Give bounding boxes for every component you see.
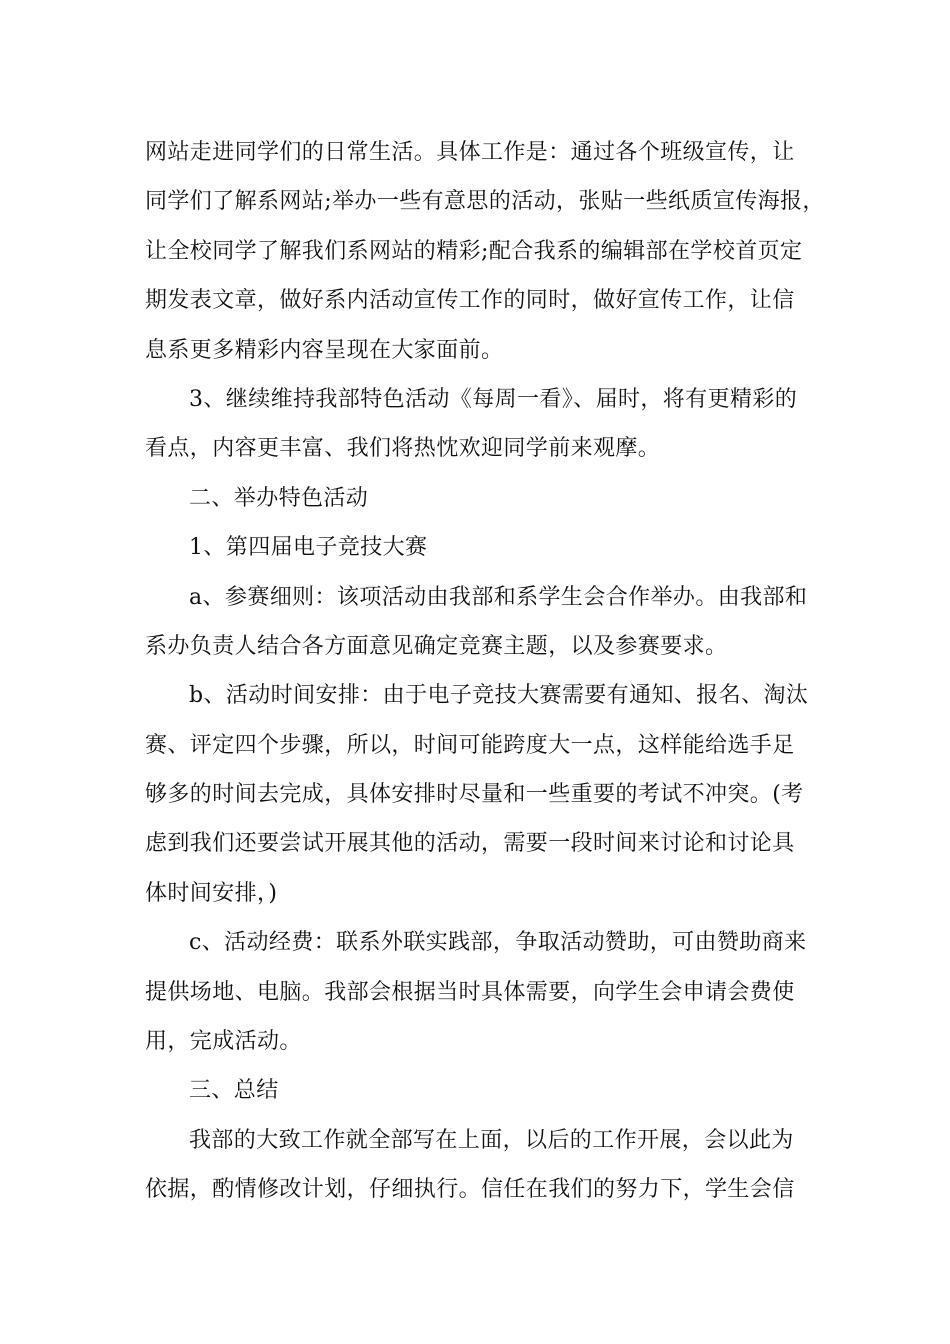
text-line-5: 息系更多精彩内容呈现在大家面前。 (145, 337, 504, 363)
text-line-11: 系办负责人结合各方面意见确定竞赛主题，以及参赛要求。 (145, 633, 728, 659)
text-line-13: 赛、评定四个步骤，所以，时间可能跨度大一点，这样能给选手足 (145, 732, 795, 758)
text-line-12: b、活动时间安排：由于电子竞技大赛需要有通知、报名、淘汰 (189, 683, 809, 709)
text-line-14: 够多的时间去完成，具体安排时尽量和一些重要的考试不冲突。(考 (145, 782, 804, 808)
section-heading-2: 二、举办特色活动 (189, 485, 369, 511)
text-line-7: 看点，内容更丰富、我们将热忱欢迎同学前来观摩。 (145, 436, 661, 462)
text-line-15: 虑到我们还要尝试开展其他的活动，需要一段时间来讨论和讨论具 (145, 831, 795, 857)
subsection-heading-1: 1、第四届电子竞技大赛 (189, 535, 428, 561)
text-line-18: 提供场地、电脑。我部会根据当时具体需要，向学生会申请会费使 (145, 979, 795, 1005)
text-line-1: 网站走进同学们的日常生活。具体工作是：通过各个班级宣传，让 (145, 140, 795, 165)
text-line-19: 用，完成活动。 (145, 1029, 302, 1055)
text-line-22: 依据，酌情修改计划，仔细执行。信任在我们的努力下，学生会信 (145, 1177, 795, 1203)
text-line-2: 同学们了解系网站;举办一些有意思的活动，张贴一些纸质宣传海报， (145, 189, 825, 215)
section-heading-3: 三、总结 (189, 1078, 279, 1104)
text-line-17: c、活动经费：联系外联实践部，争取活动赞助，可由赞助商来 (189, 930, 807, 956)
text-line-6: 3、继续维持我部特色活动《每周一看》、届时，将有更精彩的 (189, 386, 798, 412)
document-body (145, 128, 825, 1215)
text-line-4: 期发表文章，做好系内活动宣传工作的同时，做好宣传工作，让信 (145, 288, 795, 314)
text-line-16: 体时间安排，) (145, 880, 278, 906)
text-line-3: 让全校同学了解我们系网站的精彩;配合我系的编辑部在学校首页定 (145, 238, 803, 264)
text-line-21: 我部的大致工作就全部写在上面，以后的工作开展，会以此为 (189, 1127, 794, 1153)
text-line-10: a、参赛细则：该项活动由我部和系学生会合作举办。由我部和 (189, 584, 808, 610)
